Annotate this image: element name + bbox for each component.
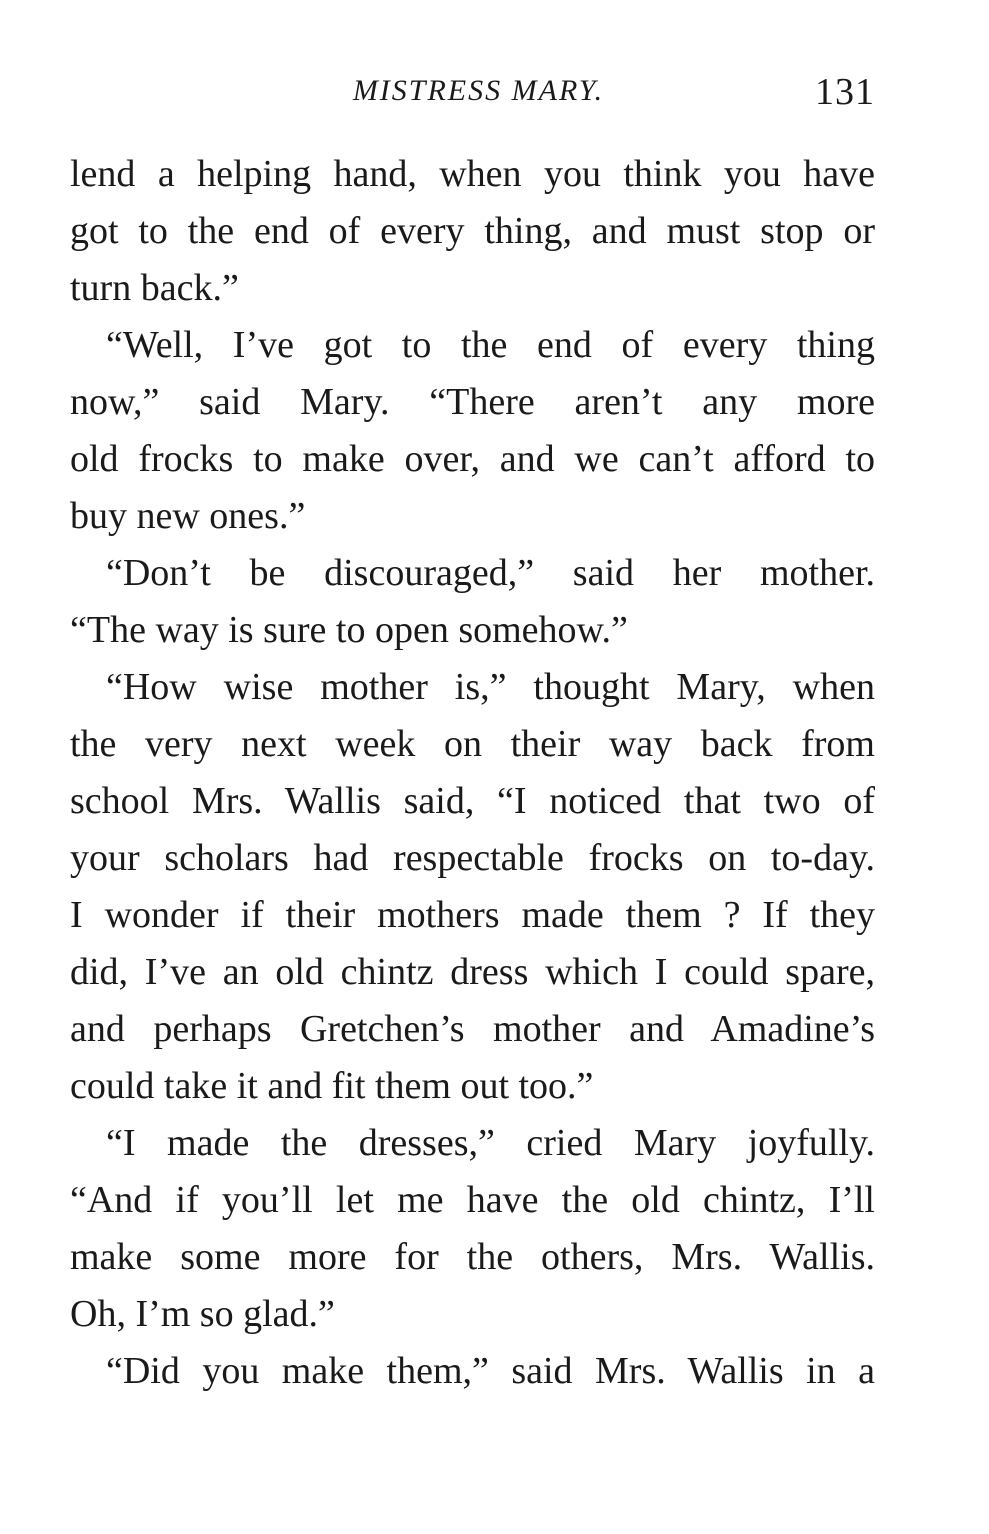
text-line: “How wise mother is,” thought Mary, when [106, 666, 875, 708]
text-line: the very next week on their way back from [70, 723, 875, 765]
text-line: your scholars had respectable frocks on to-day. [70, 837, 875, 879]
text-line: make some more for the others, Mrs. Wallis. [70, 1236, 875, 1278]
text-line: “Well, I’ve got to the end of every thing [106, 324, 875, 366]
running-head [70, 70, 875, 120]
text-line: “Did you make them,” said Mrs. Wallis in a [106, 1350, 875, 1392]
text-line: could take it and fit them out too.” [70, 1065, 594, 1107]
text-line: “The way is sure to open somehow.” [70, 609, 628, 651]
text-line: and perhaps Gretchen’s mother and Amadine’s [70, 1008, 875, 1050]
body-text [70, 146, 875, 1400]
text-line: now,” said Mary. “There aren’t any more [70, 381, 875, 423]
text-line: Oh, I’m so glad.” [70, 1293, 335, 1335]
text-line: “And if you’ll let me have the old chintz, I’ll [70, 1179, 875, 1221]
text-line: got to the end of every thing, and must stop or [70, 210, 875, 252]
text-line: “I made the dresses,” cried Mary joyfully. [106, 1122, 875, 1164]
text-line: “Don’t be discouraged,” said her mother. [106, 552, 875, 594]
text-line: turn back.” [70, 267, 239, 309]
text-line: old frocks to make over, and we can’t afford to [70, 438, 875, 480]
text-line: did, I’ve an old chintz dress which I could spare, [70, 951, 875, 993]
running-title: MISTRESS MARY. [352, 74, 605, 107]
text-line: lend a helping hand, when you think you have [70, 153, 875, 195]
text-line: I wonder if their mothers made them ? If they [70, 894, 875, 936]
page-number: 131 [815, 71, 875, 113]
text-line: buy new ones.” [70, 495, 306, 537]
text-line: school Mrs. Wallis said, “I noticed that two of [70, 780, 875, 822]
